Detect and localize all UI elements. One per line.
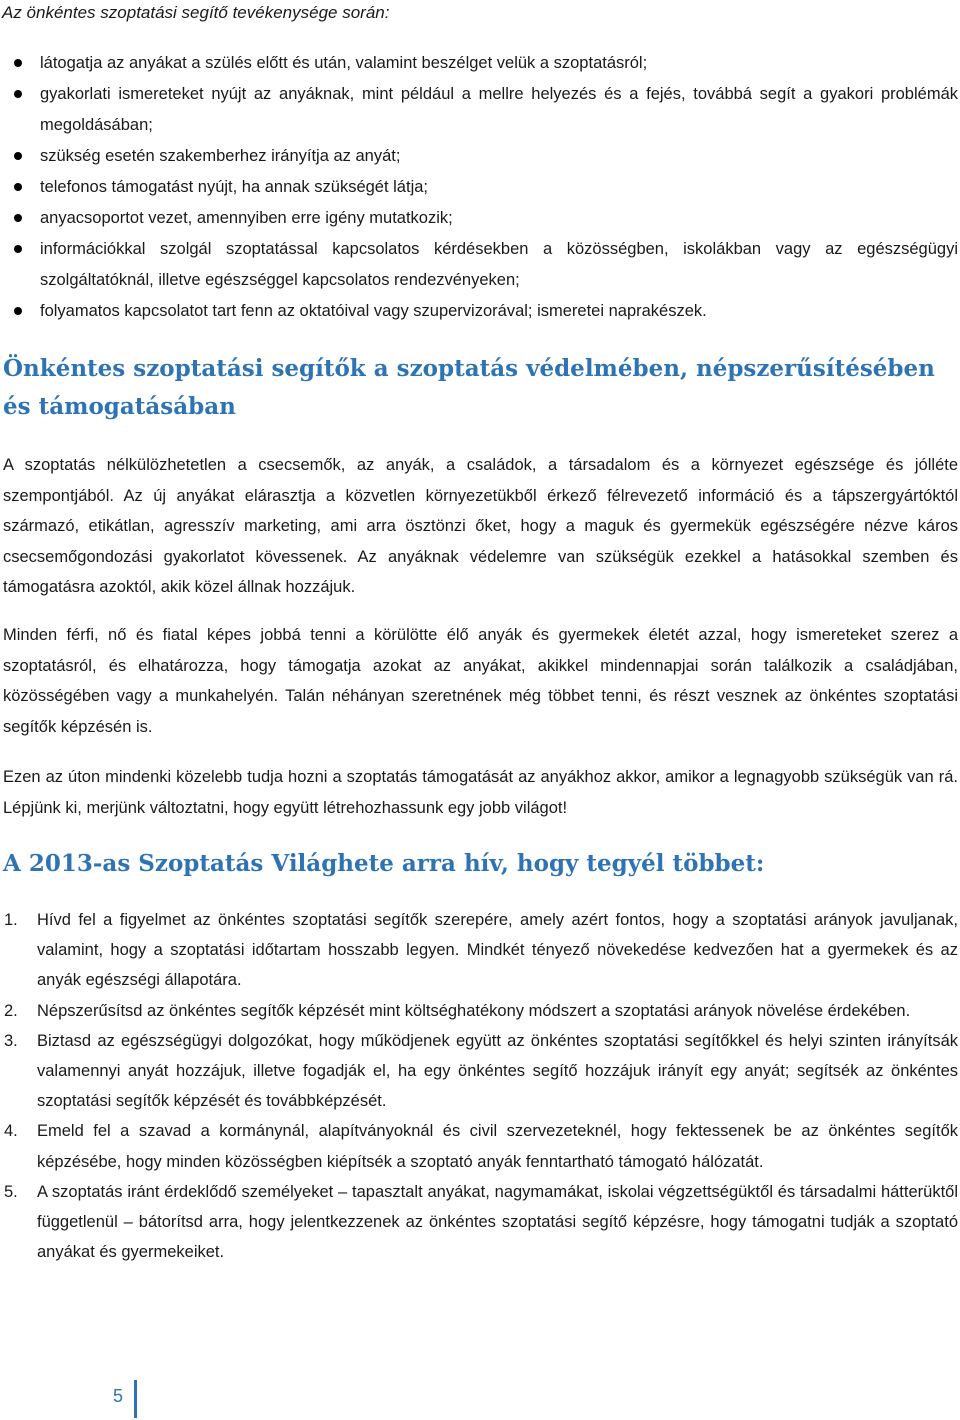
- body-paragraph: Minden férfi, nő és fiatal képes jobbá tenni a körülötte élő anyák és gyermekek életét azzal, hogy ismereteket szerez a szoptatásról, és elhatározza, hogy támogatja azokat az anyákat, akikkel mindennapjai során találkozik a családjában, közösségében vagy a munkahelyén. Talán néhányan szeretnének még többet tenni, és részt vesznek az önkéntes szoptatási segítők képzésén is.: [3, 626, 958, 736]
- item-number: 3.: [4, 1031, 18, 1050]
- numbered-item: [0, 1177, 958, 1268]
- intro-line: Az önkéntes szoptatási segítő tevékenysége során:: [2, 3, 390, 22]
- body-paragraph: Ezen az úton mindenki közelebb tudja hozni a szoptatás támogatását az anyákhoz akkor, amikor a legnagyobb szükségük van rá. Lépjünk ki, merjünk változtatni, hogy együtt létrehozhassunk egy jobb világot!: [3, 768, 958, 817]
- item-text: Népszerűsítsd az önkéntes segítők képzését mint költséghatékony módszert a szoptatási arányok növelése érdekében.: [37, 1001, 911, 1020]
- section-heading-wbw: A 2013-as Szoptatás Világhete arra hív, hogy tegyél többet:: [3, 850, 765, 877]
- item-text: Emeld fel a szavad a kormánynál, alapítványoknál és civil szervezeteknél, hogy fektessenek be az önkéntes segítők képzésébe, hogy minden közösségben kiépítsék a szoptató anyák fenntartható támogató hálózatát.: [37, 1122, 958, 1171]
- bullet-text: telefonos támogatást nyújt, ha annak szükségét látja;: [40, 178, 428, 196]
- item-text: A szoptatás iránt érdeklődő személyeket – tapasztalt anyákat, nagymamákat, iskolai végzettségüktől és társadalmi hátterüktől függetlenül – bátorítsd arra, hogy jelentkezzenek az önkéntes szoptatási segítő képzésre, hogy támogatni tudják a szoptató anyákat és gyermekeiket.: [37, 1182, 958, 1262]
- bullet-icon: [14, 214, 22, 222]
- body-paragraph: A szoptatás nélkülözhetetlen a csecsemők, az anyák, a családok, a társadalom és a környezet egészsége és jólléte szempontjából. Az új anyákat elárasztja a közvetlen környezetükből érkező félrevezető információ és a tápszergyártóktól származó, etikátlan, agresszív marketing, ami arra ösztönzi őket, hogy a maguk és gyermekük egészségére nézve káros csecsemőgondozási gyakorlatot kövessenek. Az anyáknak védelemre van szükségük ezekkel a hatásokkal szemben és támogatásra azoktól, akik közel állnak hozzájuk.: [3, 456, 958, 596]
- call-to-action-list: [0, 905, 958, 1267]
- numbered-item: [0, 905, 958, 996]
- page-number-divider: [134, 1380, 137, 1418]
- item-number: 1.: [4, 911, 18, 929]
- item-number: 2.: [4, 1001, 18, 1020]
- bullet-icon: [14, 245, 22, 253]
- item-text: Biztasd az egészségügyi dolgozókat, hogy működjenek együtt az önkéntes szoptatási segítőkkel és helyi szinten irányítsák valamennyi anyát hozzájuk, illetve fogadják el, ha egy önkéntes segítő hozzájuk irányít egy anyát; segítsék az önkéntes szoptatási segítők képzését és továbbképzését.: [37, 1031, 958, 1111]
- bullet-icon: [14, 307, 22, 315]
- bullet-item: [0, 296, 958, 327]
- bullet-text: látogatja az anyákat a szülés előtt és után, valamint beszélget velük a szoptatásról;: [40, 54, 648, 72]
- activities-bullet-list: [0, 48, 958, 327]
- page-number: 5: [113, 1386, 124, 1406]
- bullet-text: folyamatos kapcsolatot tart fenn az oktatóival vagy szupervizorával; ismeretei naprakészek.: [40, 302, 707, 320]
- item-text: Hívd fel a figyelmet az önkéntes szoptatási segítők szerepére, amely azért fontos, hogy a szoptatási arányok javuljanak, valamint, hogy a szoptatási időtartam hosszabb legyen. Mindkét tényező növekedése kedvezően hat a gyermekek és az anyák egészségi állapotára.: [37, 911, 958, 990]
- bullet-item: [0, 79, 958, 141]
- bullet-item: [0, 203, 958, 234]
- bullet-item: [0, 172, 958, 203]
- bullet-icon: [14, 90, 22, 98]
- numbered-item: [0, 1116, 958, 1176]
- bullet-text: szükség esetén szakemberhez irányítja az anyát;: [40, 147, 401, 165]
- bullet-text: anyacsoportot vezet, amennyiben erre igény mutatkozik;: [40, 209, 453, 227]
- numbered-item: [0, 996, 958, 1026]
- bullet-icon: [14, 183, 22, 191]
- bullet-icon: [14, 152, 22, 160]
- item-number: 5.: [4, 1182, 18, 1201]
- bullet-item: [0, 141, 958, 172]
- section-heading-support: Önkéntes szoptatási segítők a szoptatás védelmében, népszerűsítésében és támogatásában: [3, 355, 935, 420]
- bullet-icon: [14, 59, 22, 67]
- bullet-item: [0, 48, 958, 79]
- bullet-item: [0, 234, 958, 296]
- numbered-item: [0, 1026, 958, 1117]
- item-number: 4.: [4, 1122, 18, 1141]
- bullet-text: gyakorlati ismereteket nyújt az anyáknak, mint például a mellre helyezés és a fejés, továbbá segít a gyakori problémák megoldásában;: [40, 85, 958, 134]
- bullet-text: információkkal szolgál szoptatással kapcsolatos kérdésekben a közösségben, iskolákban vagy az egészségügyi szolgáltatóknál, illetve egészséggel kapcsolatos rendezvényeken;: [40, 240, 958, 289]
